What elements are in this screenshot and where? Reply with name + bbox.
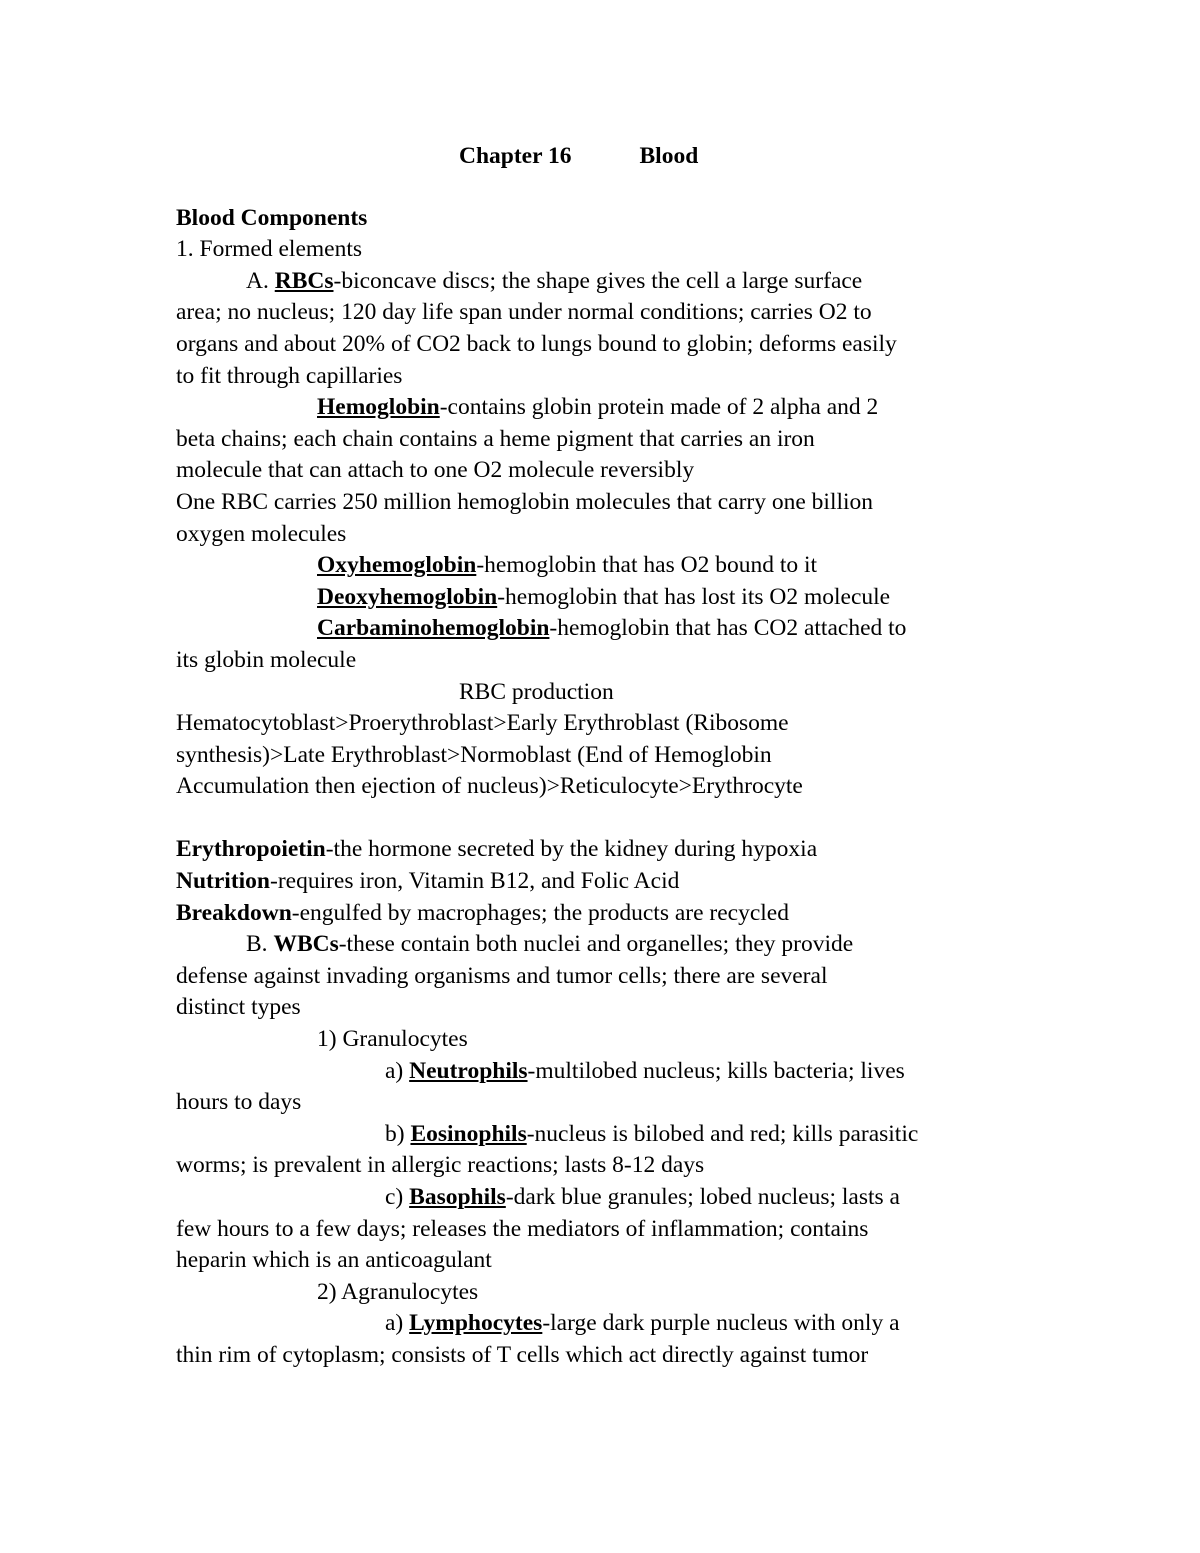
eosinophils-term: Eosinophils bbox=[410, 1120, 527, 1147]
carbaminohemoglobin-line: Carbaminohemoglobin-hemoglobin that has CO2 attached to bbox=[317, 615, 907, 642]
eosinophils-line: b) Eosinophils-nucleus is bilobed and red; kills parasitic bbox=[385, 1120, 919, 1147]
basophils-term: Basophils bbox=[409, 1184, 506, 1210]
erythropoietin-line: Erythropoietin-the hormone secreted by the kidney during hypoxia bbox=[176, 836, 818, 863]
chapter-label: Chapter 16 bbox=[459, 143, 572, 169]
neutrophils-term: Neutrophils bbox=[409, 1057, 528, 1084]
deoxyhemoglobin-line: Deoxyhemoglobin-hemoglobin that has lost its O2 molecule bbox=[317, 583, 891, 610]
nutrition-line: Nutrition-requires iron, Vitamin B12, and Folic Acid bbox=[176, 868, 680, 895]
rbc-production-line: Hematocytoblast>Proerythroblast>Early Erythroblast (Ribosome bbox=[176, 710, 789, 737]
rbc-capacity-line: One RBC carries 250 million hemoglobin molecules that carry one billion bbox=[176, 488, 874, 515]
deoxyhemoglobin-term: Deoxyhemoglobin bbox=[317, 583, 498, 610]
lymphocytes-line: thin rim of cytoplasm; consists of T cells which act directly against tumor bbox=[176, 1341, 869, 1368]
agranulocytes-heading: 2) Agranulocytes bbox=[317, 1278, 479, 1305]
nutrition-term: Nutrition bbox=[176, 868, 270, 895]
paragraph-spacer bbox=[176, 803, 1036, 835]
oxyhemoglobin-line: Oxyhemoglobin-hemoglobin that has O2 bound to it bbox=[317, 552, 818, 579]
oxyhemoglobin-term: Oxyhemoglobin bbox=[317, 552, 477, 579]
granulocytes-heading: 1) Granulocytes bbox=[317, 1026, 468, 1053]
wbc-paragraph-line: defense against invading organisms and tumor cells; there are several bbox=[176, 962, 828, 989]
basophils-line: few hours to a few days; releases the mediators of inflammation; contains bbox=[176, 1215, 869, 1242]
rbc-production-line: synthesis)>Late Erythroblast>Normoblast (End of Hemoglobin bbox=[176, 741, 772, 768]
carbaminohemoglobin-line: its globin molecule bbox=[176, 646, 357, 673]
erythropoietin-term: Erythropoietin bbox=[176, 836, 326, 863]
rbc-paragraph-line: area; no nucleus; 120 day life span under normal conditions; carries O2 to bbox=[176, 299, 872, 326]
breakdown-line: Breakdown-engulfed by macrophages; the products are recycled bbox=[176, 899, 789, 926]
hemoglobin-term: Hemoglobin bbox=[317, 394, 440, 421]
lymphocytes-line: a) Lymphocytes-large dark purple nucleus with only a bbox=[385, 1310, 900, 1337]
rbc-capacity-line: oxygen molecules bbox=[176, 520, 347, 547]
rbc-paragraph-line: A. RBCs-biconcave discs; the shape gives the cell a large surface bbox=[246, 267, 863, 294]
rbc-paragraph-line: to fit through capillaries bbox=[176, 362, 403, 389]
formed-elements-heading: 1. Formed elements bbox=[176, 236, 363, 263]
hemoglobin-line: Hemoglobin-contains globin protein made of 2 alpha and 2 bbox=[317, 394, 879, 421]
basophils-line: c) Basophils-dark blue granules; lobed nucleus; lasts a bbox=[385, 1184, 900, 1210]
wbc-paragraph-line: distinct types bbox=[176, 994, 301, 1021]
wbc-term: WBCs bbox=[273, 931, 339, 958]
chapter-topic: Blood bbox=[639, 143, 699, 169]
document-body bbox=[176, 141, 1036, 1372]
hemoglobin-line: beta chains; each chain contains a heme pigment that carries an iron bbox=[176, 425, 815, 452]
breakdown-term: Breakdown bbox=[176, 899, 292, 926]
rbc-production-heading: RBC production bbox=[459, 678, 614, 705]
hemoglobin-line: molecule that can attach to one O2 molecule reversibly bbox=[176, 457, 695, 484]
section-heading: Blood Components bbox=[176, 204, 368, 231]
rbc-production-line: Accumulation then ejection of nucleus)>Reticulocyte>Erythrocyte bbox=[176, 773, 803, 800]
neutrophils-line: a) Neutrophils-multilobed nucleus; kills bacteria; lives bbox=[385, 1057, 905, 1084]
rbc-paragraph-line: organs and about 20% of CO2 back to lungs bound to globin; deforms easily bbox=[176, 330, 897, 357]
wbc-paragraph-line: B. WBCs-these contain both nuclei and organelles; they provide bbox=[246, 931, 854, 958]
rbc-term: RBCs bbox=[274, 267, 334, 294]
eosinophils-line: worms; is prevalent in allergic reactions; lasts 8-12 days bbox=[176, 1152, 705, 1179]
neutrophils-line: hours to days bbox=[176, 1089, 302, 1116]
page-title bbox=[459, 141, 1036, 173]
basophils-line: heparin which is an anticoagulant bbox=[176, 1247, 492, 1274]
carbaminohemoglobin-term: Carbaminohemoglobin bbox=[317, 615, 550, 642]
lymphocytes-term: Lymphocytes bbox=[409, 1310, 543, 1337]
